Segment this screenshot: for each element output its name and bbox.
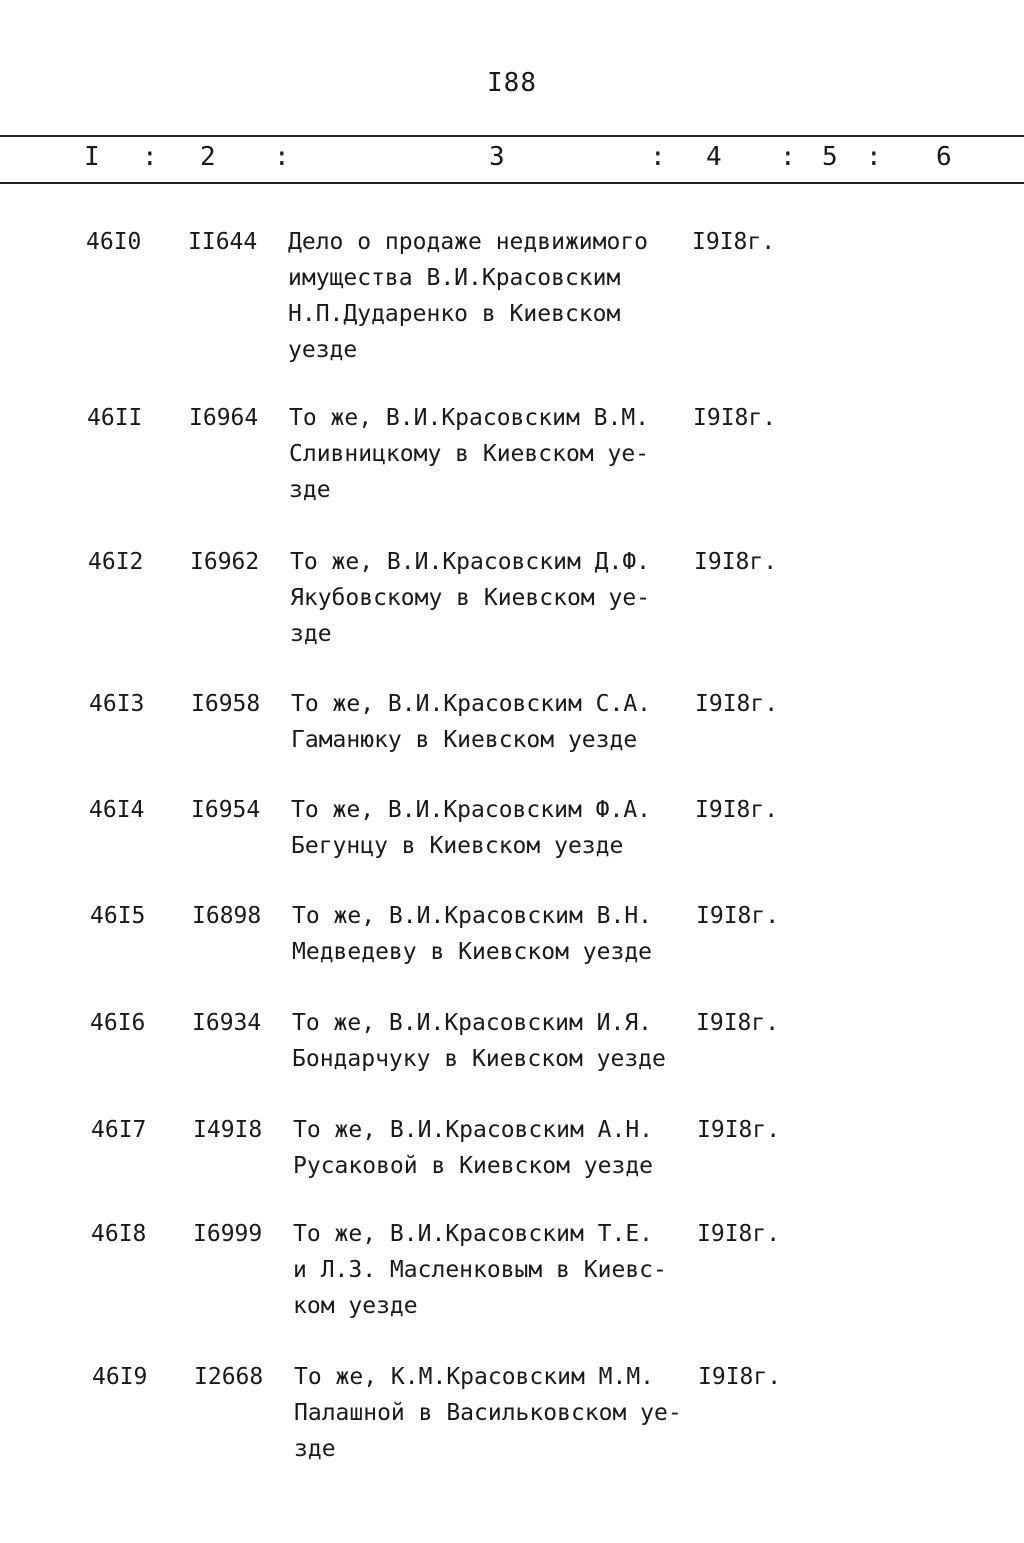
entry-year: I9I8г. <box>692 229 776 255</box>
title-line: То же, В.И.Красовским И.Я. <box>292 1010 653 1036</box>
title-line: Якубовскому в Киевском уе- <box>290 585 651 611</box>
title-line: То же, В.И.Красовским Д.Ф. <box>290 549 651 575</box>
title-line: ком уезде <box>293 1293 418 1319</box>
case-number: I2668 <box>194 1364 264 1390</box>
case-number: I49I8 <box>193 1117 263 1143</box>
title-line: и Л.З. Масленковым в Киевс- <box>293 1257 667 1283</box>
title-line: Дело о продаже недвижимого <box>288 229 649 255</box>
title-line: То же, В.И.Красовским Ф.А. <box>291 797 652 823</box>
page-number: I88 <box>487 68 537 98</box>
case-number: I6962 <box>190 549 260 575</box>
title-line: Бондарчуку в Киевском уезде <box>292 1046 666 1072</box>
case-number: I6964 <box>189 405 259 431</box>
entry-number: 46I7 <box>91 1117 147 1143</box>
header-bottom-rule <box>0 182 1024 184</box>
entry-year: I9I8г. <box>697 1117 781 1143</box>
entry-year: I9I8г. <box>695 797 779 823</box>
entry-title <box>293 1112 703 1184</box>
title-line: Медведеву в Киевском уезде <box>292 939 653 965</box>
entry-year: I9I8г. <box>693 405 777 431</box>
entry-title <box>292 1005 702 1077</box>
title-line: Гаманюку в Киевском уезде <box>291 727 638 753</box>
header-top-rule <box>0 135 1024 137</box>
entry-year: I9I8г. <box>696 1010 780 1036</box>
column-separator: : <box>866 142 882 172</box>
entry-number: 46I5 <box>90 903 146 929</box>
entry-title <box>291 792 701 864</box>
title-line: Н.П.Дударенко в Киевском <box>288 301 621 327</box>
entry-title <box>291 686 701 758</box>
column-separator: : <box>274 142 290 172</box>
case-number: I6934 <box>192 1010 262 1036</box>
entry-number: 46I8 <box>91 1221 147 1247</box>
entry-title <box>289 400 699 508</box>
title-line: То же, В.И.Красовским А.Н. <box>293 1117 654 1143</box>
title-line: зде <box>290 621 332 647</box>
column-header-3: 3 <box>489 142 505 172</box>
column-header-1: I <box>84 142 100 172</box>
column-header-6: 6 <box>936 142 952 172</box>
entry-title <box>292 898 702 970</box>
column-separator: : <box>650 142 666 172</box>
entry-title <box>288 224 698 368</box>
title-line: Бегунцу в Киевском уезде <box>291 833 624 859</box>
entry-number: 46I2 <box>88 549 144 575</box>
entry-number: 46I6 <box>90 1010 146 1036</box>
title-line: зде <box>294 1436 336 1462</box>
entry-title <box>290 544 700 652</box>
title-line: зде <box>289 477 331 503</box>
title-line: То же, В.И.Красовским В.М. <box>289 405 650 431</box>
case-number: II644 <box>188 229 258 255</box>
title-line: Палашной в Васильковском уе- <box>294 1400 682 1426</box>
entry-number: 46I3 <box>89 691 145 717</box>
title-line: То же, В.И.Красовским С.А. <box>291 691 652 717</box>
title-line: То же, К.М.Красовским М.М. <box>294 1364 655 1390</box>
title-line: имущества В.И.Красовским <box>288 265 621 291</box>
entry-number: 46II <box>87 405 143 431</box>
title-line: Русаковой в Киевском уезде <box>293 1153 654 1179</box>
entry-title <box>293 1216 703 1324</box>
title-line: То же, В.И.Красовским В.Н. <box>292 903 653 929</box>
entry-number: 46I0 <box>86 229 142 255</box>
case-number: I6999 <box>193 1221 263 1247</box>
entry-title <box>294 1359 704 1467</box>
column-header-4: 4 <box>706 142 722 172</box>
title-line: То же, В.И.Красовским Т.Е. <box>293 1221 654 1247</box>
entry-year: I9I8г. <box>698 1364 782 1390</box>
entry-year: I9I8г. <box>696 903 780 929</box>
column-separator: : <box>142 142 158 172</box>
entry-year: I9I8г. <box>697 1221 781 1247</box>
title-line: Сливницкому в Киевском уе- <box>289 441 650 467</box>
entry-year: I9I8г. <box>694 549 778 575</box>
title-line: уезде <box>288 337 358 363</box>
case-number: I6898 <box>192 903 262 929</box>
case-number: I6958 <box>191 691 261 717</box>
column-header-5: 5 <box>822 142 838 172</box>
entry-number: 46I4 <box>89 797 145 823</box>
entry-year: I9I8г. <box>695 691 779 717</box>
entry-number: 46I9 <box>92 1364 148 1390</box>
case-number: I6954 <box>191 797 261 823</box>
column-separator: : <box>780 142 796 172</box>
column-header-2: 2 <box>200 142 216 172</box>
